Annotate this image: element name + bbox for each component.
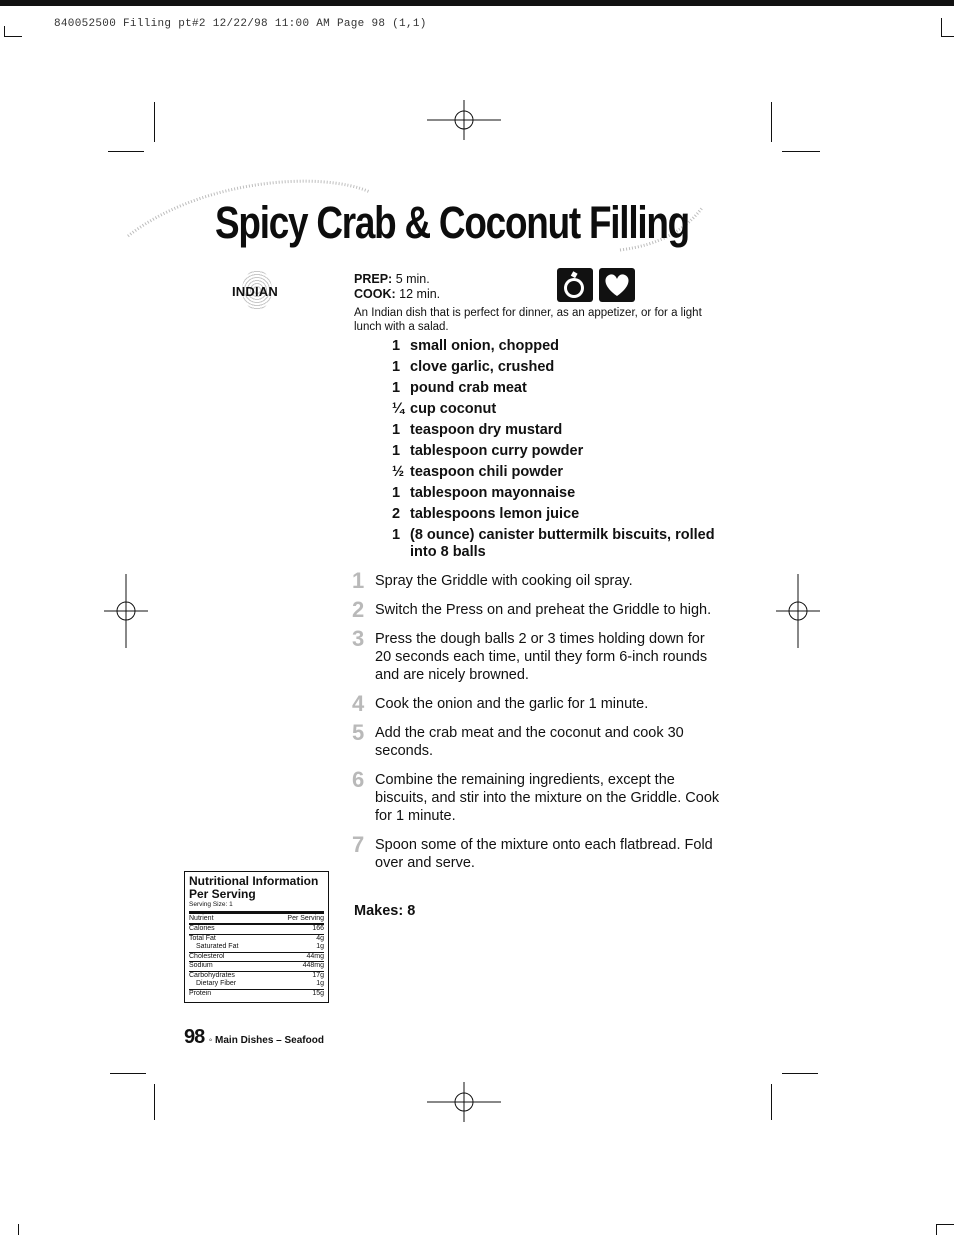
cuisine-badge: INDIAN: [232, 284, 278, 299]
step-item: [352, 597, 722, 622]
page-top-border: [0, 0, 954, 6]
cook-value: 12 min.: [399, 287, 441, 301]
nutrition-row: [189, 962, 324, 972]
ingredient-item: [388, 464, 728, 481]
registration-mark-icon: [427, 98, 501, 142]
crop-mark: [18, 1224, 19, 1235]
crop-mark: [4, 26, 5, 36]
serving-size: Serving Size: 1: [189, 901, 324, 914]
nutrition-header-row: [189, 915, 324, 926]
nutrient-name: Calories: [189, 925, 215, 932]
ingredient-qty: 2: [392, 506, 401, 522]
step-item: [352, 568, 722, 593]
nutrient-column-header: Nutrient: [189, 914, 214, 922]
ingredient-qty: 1: [392, 359, 401, 375]
nutrient-name: Saturated Fat: [196, 943, 239, 950]
step-text: Press the dough balls 2 or 3 times holding down for 20 seconds each time, until they form 6-inch rounds and are nicely browned.: [375, 631, 708, 683]
nutrient-value: 1g: [316, 980, 324, 987]
stopwatch-icon: [557, 268, 593, 302]
ingredient-item: [388, 422, 728, 439]
nutrient-name: Dietary Fiber: [196, 980, 237, 987]
step-number: 3: [352, 626, 365, 651]
ingredient-name: tablespoon curry powder: [410, 443, 584, 459]
step-item: [352, 832, 722, 872]
registration-mark-icon: [427, 1080, 501, 1124]
nutrition-title: Nutritional Information Per Serving: [189, 874, 319, 901]
ingredient-item: [388, 506, 728, 523]
page-number: 98: [184, 1026, 205, 1048]
prep-cook-times: [354, 272, 440, 302]
crop-mark: [936, 1224, 937, 1235]
step-text: Spoon some of the mixture onto each flatbread. Fold over and serve.: [375, 837, 713, 871]
ingredient-qty: 1: [392, 443, 401, 459]
nutrient-value: 448mg: [302, 962, 324, 969]
nutrient-value: 44mg: [306, 952, 324, 960]
nutrition-panel: [184, 871, 329, 1003]
nutrition-row: [189, 943, 324, 953]
section-name: Main Dishes – Seafood: [215, 1035, 324, 1046]
crop-mark: [941, 36, 954, 37]
nutrition-row: [189, 990, 324, 999]
ingredient-name: pound crab meat: [410, 380, 527, 396]
ingredient-qty: 1: [392, 380, 401, 396]
step-list: [352, 568, 722, 883]
ingredient-qty: 1: [392, 338, 401, 354]
crop-mark: [782, 1073, 818, 1074]
nutrient-value: 166: [312, 925, 324, 932]
prep-label: PREP:: [354, 272, 393, 286]
nutrition-row: [189, 925, 324, 935]
step-text: Add the crab meat and the coconut and cook 30 seconds.: [375, 725, 684, 759]
ingredient-item: [388, 443, 728, 460]
step-number: 7: [352, 832, 365, 857]
ingredient-name: (8 ounce) canister buttermilk biscuits, rolled into 8 balls: [410, 527, 715, 560]
section-bullet-icon: ◦: [208, 1035, 216, 1046]
step-text: Combine the remaining ingredients, except the biscuits, and stir into the mixture on the Griddle. Cook for 1 minute.: [375, 772, 720, 824]
page-footer: [184, 1026, 324, 1049]
ingredient-item: [388, 485, 728, 502]
nutrient-value: 15g: [312, 989, 324, 997]
nutrition-row: [189, 953, 324, 963]
per-serving-column-header: Per Serving: [287, 914, 324, 922]
nutrition-row: [189, 980, 324, 990]
step-item: [352, 626, 722, 684]
ingredient-name: small onion, chopped: [410, 338, 560, 354]
nutrient-name: Protein: [189, 989, 212, 997]
ingredient-item: [388, 401, 728, 418]
nutrient-name: Cholesterol: [189, 952, 225, 960]
ingredient-name: cup coconut: [410, 401, 497, 417]
prep-value: 5 min.: [395, 272, 430, 286]
step-number: 1: [352, 568, 365, 593]
ingredient-name: tablespoons lemon juice: [410, 506, 580, 522]
registration-mark-icon: [776, 574, 820, 648]
print-header: 840052500 Filling pt#2 12/22/98 11:00 AM Page 98 (1,1): [54, 18, 427, 30]
heart-icon: [599, 268, 635, 302]
nutrient-name: Sodium: [189, 962, 213, 969]
ingredient-item: [388, 359, 728, 376]
ingredient-name: teaspoon dry mustard: [410, 422, 563, 438]
crop-mark: [4, 36, 22, 37]
ingredient-name: teaspoon chili powder: [410, 464, 564, 480]
step-text: Switch the Press on and preheat the Griddle to high.: [375, 602, 712, 618]
nutrient-value: 1g: [316, 943, 324, 950]
crop-mark: [110, 1073, 146, 1074]
crop-mark: [771, 102, 772, 142]
crop-mark: [782, 151, 820, 152]
step-number: 2: [352, 597, 365, 622]
ingredient-qty: 1: [392, 485, 401, 501]
nutrient-value: 17g: [312, 971, 324, 979]
step-item: [352, 767, 722, 825]
crop-mark: [941, 18, 942, 36]
ingredient-item: [388, 338, 728, 355]
crop-mark: [154, 102, 155, 142]
step-item: [352, 691, 722, 716]
nutrition-row: [189, 935, 324, 944]
ingredient-item: [388, 380, 728, 397]
crop-mark: [936, 1224, 954, 1225]
step-number: 5: [352, 720, 365, 745]
ingredient-name: clove garlic, crushed: [410, 359, 555, 375]
ingredient-qty: ¼: [392, 401, 405, 417]
step-number: 6: [352, 767, 365, 792]
nutrition-row: [189, 972, 324, 981]
ingredient-qty: 1: [392, 527, 401, 543]
ingredient-qty: ½: [392, 464, 405, 480]
nutrient-name: Carbohydrates: [189, 971, 235, 979]
recipe-yield: Makes: 8: [354, 903, 416, 919]
ingredient-name: tablespoon mayonnaise: [410, 485, 576, 501]
cook-label: COOK:: [354, 287, 396, 301]
recipe-title: Spicy Crab & Coconut Filling: [215, 197, 689, 248]
crop-mark: [108, 151, 144, 152]
ingredient-item: [388, 527, 728, 561]
step-item: [352, 720, 722, 760]
nutrient-value: 4g: [316, 934, 324, 942]
step-text: Cook the onion and the garlic for 1 minute.: [375, 696, 649, 712]
registration-mark-icon: [104, 574, 148, 648]
crop-mark: [154, 1084, 155, 1120]
nutrient-name: Total Fat: [189, 934, 216, 942]
ingredient-list: [388, 338, 728, 565]
ingredient-qty: 1: [392, 422, 401, 438]
step-number: 4: [352, 691, 365, 716]
step-text: Spray the Griddle with cooking oil spray.: [375, 573, 633, 589]
crop-mark: [771, 1084, 772, 1120]
recipe-description: An Indian dish that is perfect for dinner, as an appetizer, or for a light lunch with a salad.: [354, 307, 702, 333]
